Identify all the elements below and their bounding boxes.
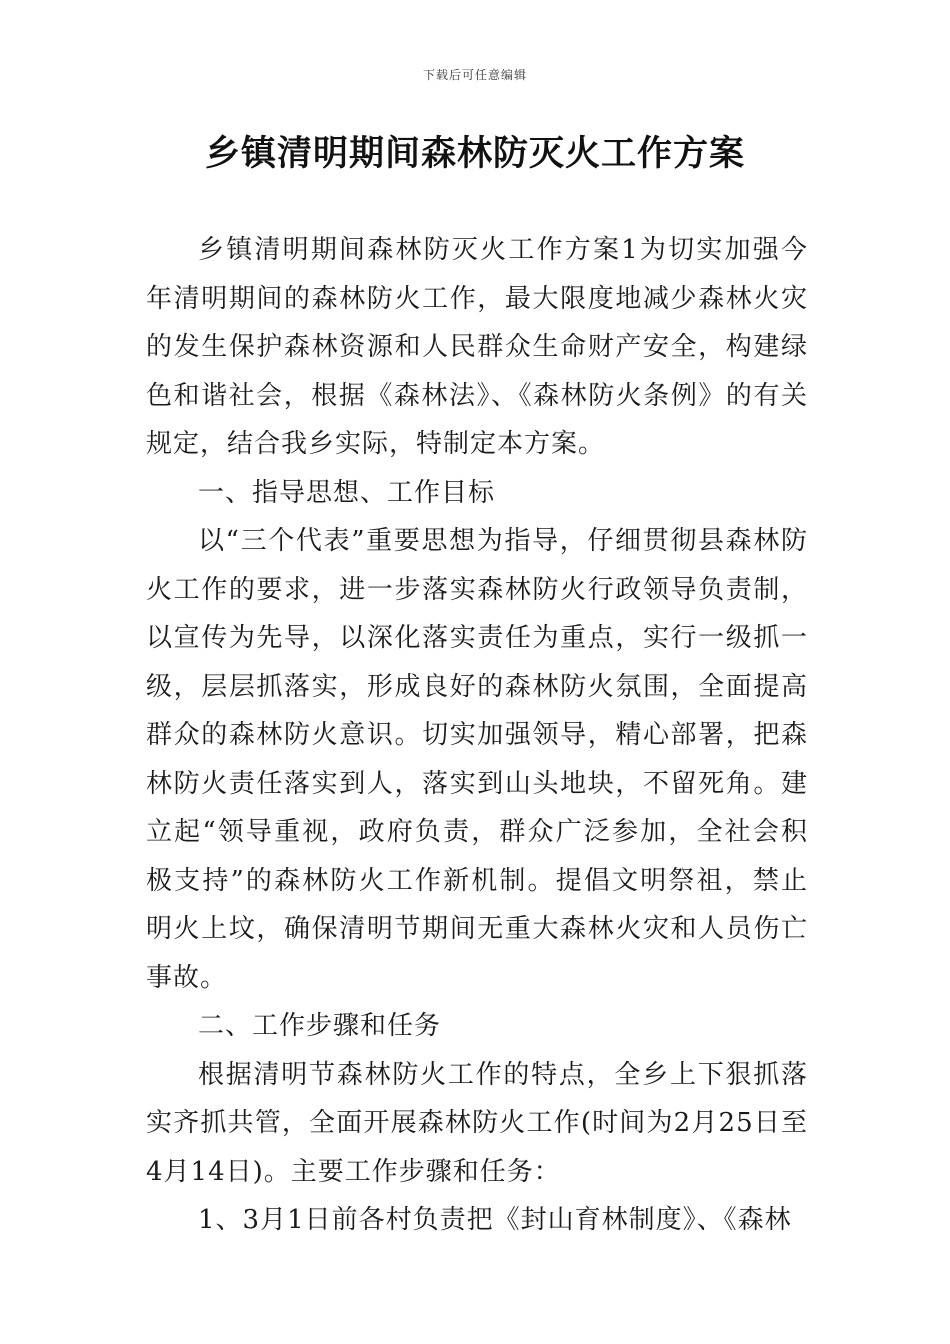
header-note: 下载后可任意编辑 [422,68,527,82]
paragraph-step-1: 1、3月1日前各村负责把《封山育林制度》、《森林 [198,1205,792,1235]
section-heading-1: 一、指导思想、工作目标 [198,477,496,508]
section-heading-2: 二、工作步骤和任务 [198,1011,442,1041]
paragraph-guiding-ideology: 以“三个代表”重要思想为指导，仔细贯彻县森林防火工作的要求，进一步落实森林防火行政领导负责制，以宣传为先导，以深化落实责任为重点，实行一级抓一级，层层抓落实，形成良好的森林防火氛围，全面提高群众的森林防火意识。切实加强领导，精心部署，把森林防火责任落实到人，落实到山头地块，不留死角。建立起“领导重视，政府负责，群众广泛参加，全社会积极支持”的森林防火工作新机制。提倡文明祭祖，禁止明火上坟，确保清明节期间无重大森林火灾和人员伤亡事故。 [146,526,808,993]
paragraph-intro: 乡镇清明期间森林防灭火工作方案1为切实加强今年清明期间的森林防火工作，最大限度地减少森林火灾的发生保护森林资源和人民群众生命财产安全，构建绿色和谐社会，根据《森林法》、《森林防火条例》的有关规定，结合我乡实际，特制定本方案。 [146,235,808,459]
paragraph-work-steps: 根据清明节森林防火工作的特点，全乡上下狠抓落实齐抓共管，全面开展森林防火工作(时间为2月25日至4月14日)。主要工作步骤和任务： [146,1059,808,1187]
document-title: 乡镇清明期间森林防灭火工作方案 [204,134,745,174]
document-body [146,226,808,1245]
